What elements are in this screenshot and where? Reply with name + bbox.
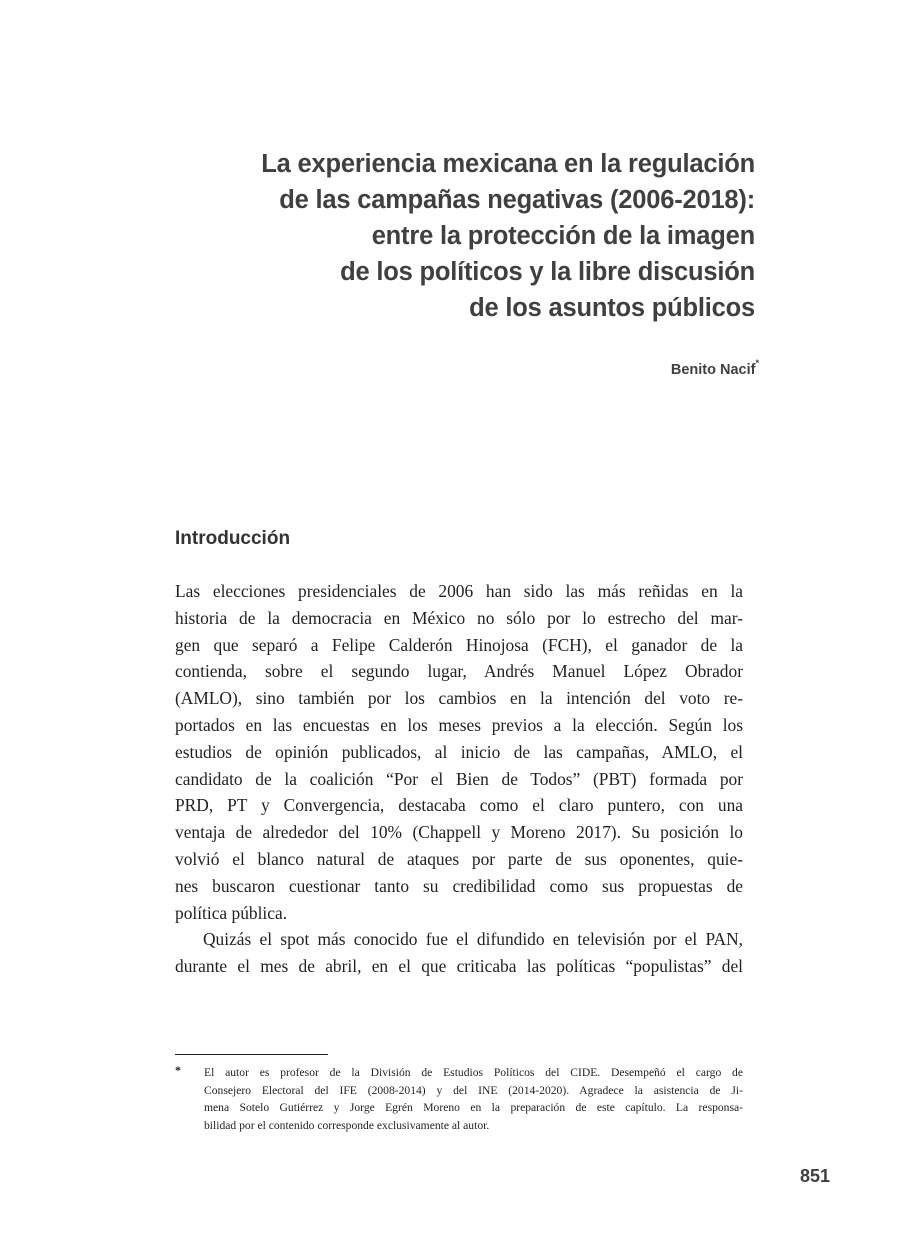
- body-line: historia de la democracia en México no sólo por lo estrecho del mar-: [175, 607, 743, 628]
- footnote-divider: [175, 1054, 328, 1055]
- body-line: (AMLO), sino también por los cambios en la intención del voto re-: [175, 688, 743, 709]
- body-line: candidato de la coalición “Por el Bien de Todos” (PBT) formada por: [175, 768, 743, 789]
- footnote-line: bilidad por el contenido corresponde exclusivamente al autor.: [204, 1119, 490, 1133]
- body-line: durante el mes de abril, en el que criticaba las políticas “populistas” del: [175, 956, 743, 977]
- chapter-title: [195, 146, 755, 326]
- chapter-title-line: de los políticos y la libre discusión: [340, 258, 755, 286]
- section-heading: Introducción: [175, 528, 291, 549]
- body-line: portados en las encuestas en los meses previos a la elección. Según los: [175, 714, 743, 735]
- footnote-mark: *: [175, 1063, 181, 1077]
- body-line: contienda, sobre el segundo lugar, Andrés Manuel López Obrador: [175, 661, 743, 682]
- body-line: política pública.: [175, 902, 288, 923]
- footnote-line: mena Sotelo Gutiérrez y Jorge Egrén Moreno en la preparación de este capítulo. La responsa-: [204, 1101, 743, 1115]
- footnote: [204, 1064, 743, 1135]
- chapter-title-line: entre la protección de la imagen: [371, 222, 755, 250]
- chapter-title-line: de las campañas negativas (2006-2018):: [279, 186, 755, 214]
- body-line: gen que separó a Felipe Calderón Hinojosa (FCH), el ganador de la: [175, 634, 743, 655]
- author-footnote-mark: *: [755, 358, 759, 368]
- footnote-line: El autor es profesor de la División de Estudios Políticos del CIDE. Desempeñó el cargo de: [204, 1066, 743, 1079]
- chapter-title-line: de los asuntos públicos: [469, 294, 755, 322]
- body-line: estudios de opinión publicados, al inicio de las campañas, AMLO, el: [175, 741, 743, 762]
- author-byline: [671, 360, 759, 378]
- body-line: nes buscaron cuestionar tanto su credibilidad como sus propuestas de: [175, 875, 743, 896]
- page-number: 851: [799, 1166, 830, 1186]
- author-name: Benito Nacif: [670, 361, 756, 378]
- body-line: PRD, PT y Convergencia, destacaba como el claro puntero, con una: [175, 795, 743, 816]
- body-text: [175, 578, 743, 980]
- body-line: Quizás el spot más conocido fue el difundido en televisión por el PAN,: [203, 929, 743, 950]
- body-line: volvió el blanco natural de ataques por parte de sus oponentes, quie-: [175, 848, 743, 869]
- chapter-title-line: La experiencia mexicana en la regulación: [261, 150, 755, 178]
- body-line: Las elecciones presidenciales de 2006 han sido las más reñidas en la: [175, 581, 743, 601]
- footnote-line: Consejero Electoral del IFE (2008-2014) y del INE (2014-2020). Agradece la asistencia de Ji-: [204, 1083, 743, 1097]
- body-line: ventaja de alrededor del 10% (Chappell y Moreno 2017). Su posición lo: [175, 822, 743, 843]
